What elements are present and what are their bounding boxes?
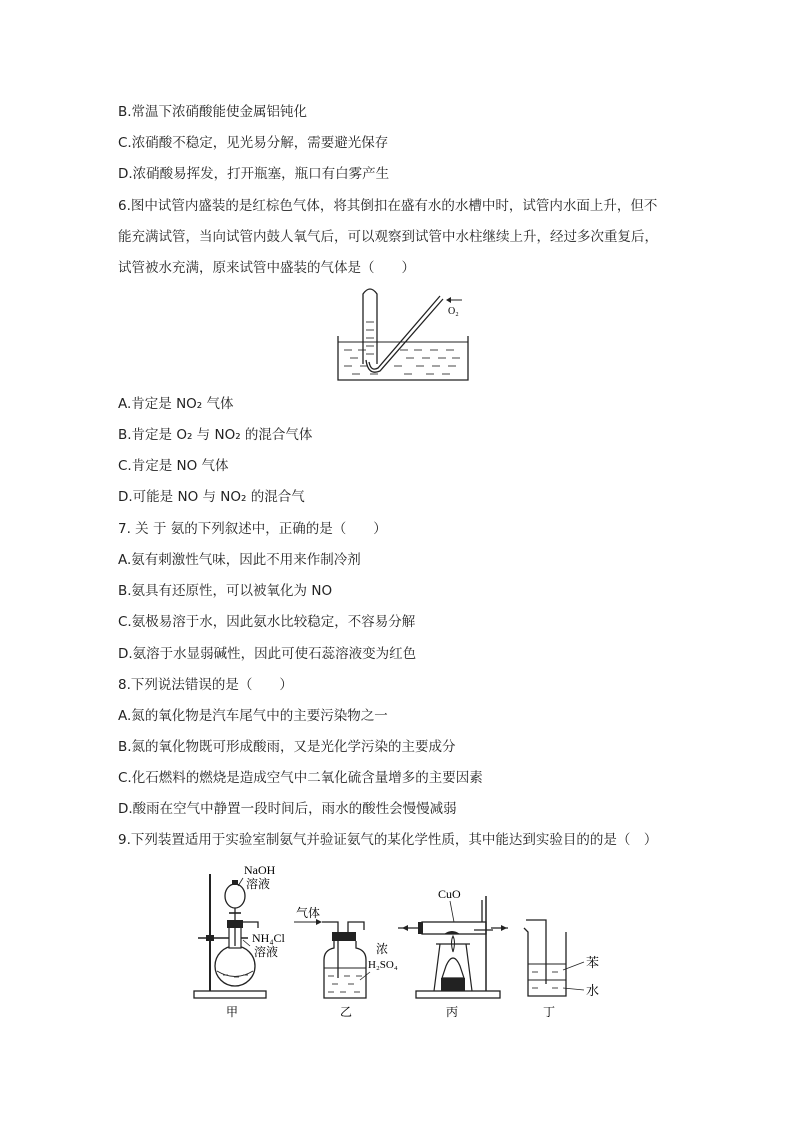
label-nh4cl-solution: 溶液 [254, 945, 279, 959]
q6-test-tube-figure [330, 284, 490, 384]
label-water: 水 [586, 983, 600, 998]
water-dashes [344, 350, 460, 374]
q7-option-d: D.氨溶于水显弱碱性，因此可使石蕊溶液变为红色 [118, 646, 417, 662]
q8-option-b: B.氮的氧化物既可形成酸雨，又是光化学污染的主要成分 [118, 739, 456, 755]
q7-option-b: B.氨具有还原性，可以被氧化为 NO [118, 583, 333, 599]
label-cuo: CuO [438, 887, 461, 901]
q7-option-c: C.氨极易溶于水，因此氨水比较稳定，不容易分解 [118, 614, 416, 630]
q7-option-a: A.氨有刺激性气味，因此不用来作制冷剂 [118, 552, 361, 568]
q9-apparatus-figure [188, 856, 612, 1022]
label-benzene: 苯 [586, 955, 600, 970]
q7-stem: 7. 关 于 氨的下列叙述中，正确的是（ ） [118, 521, 387, 537]
q6-option-d: D.可能是 NO 与 NO₂ 的混合气 [118, 489, 305, 505]
apparatus-bing [398, 887, 508, 1019]
apparatus-yi [294, 905, 398, 1019]
q6-option-a: A.肯定是 NO₂ 气体 [118, 396, 234, 412]
q6-stem-line3: 试管被水充满，原来试管中盛装的气体是（ ） [118, 260, 415, 276]
label-h2so4: H₂SO₄ [368, 959, 398, 971]
label-ding: 丁 [543, 1005, 556, 1019]
label-bing: 丙 [446, 1005, 459, 1019]
q8-stem: 8.下列说法错误的是（ ） [118, 677, 293, 693]
q5-option-c: C.浓硝酸不稳定，见光易分解，需要避光保存 [118, 135, 389, 151]
label-naoh-solution: 溶液 [246, 877, 271, 891]
tube-water-dashes [366, 322, 374, 354]
q8-option-d: D.酸雨在空气中静置一段时间后，雨水的酸性会慢慢减弱 [118, 801, 457, 817]
q6-option-c: C.肯定是 NO 气体 [118, 458, 229, 474]
label-jia: 甲 [226, 1005, 239, 1019]
label-naoh: NaOH [244, 863, 276, 877]
q9-stem: 9.下列装置适用于实验室制氨气并验证氨气的某化学性质，其中能达到实验目的的是（ ） [118, 832, 658, 848]
q8-option-a: A.氮的氧化物是汽车尾气中的主要污染物之一 [118, 708, 388, 724]
q6-stem-line1: 6.图中试管内盛装的是红棕色气体，将其倒扣在盛有水的水槽中时，试管内水面上升，但不 [118, 198, 658, 214]
test-tube [363, 289, 377, 364]
q8-option-c: C.化石燃料的燃烧是造成空气中二氧化硫含量增多的主要因素 [118, 770, 483, 786]
o2-label: O₂ [448, 306, 459, 317]
q6-option-b: B.肯定是 O₂ 与 NO₂ 的混合气体 [118, 427, 313, 443]
label-yi: 乙 [340, 1005, 353, 1019]
apparatus-ding [524, 920, 599, 1019]
label-nh4cl: NH₄Cl [252, 931, 285, 945]
o2-arrowhead [446, 297, 451, 303]
q5-option-d: D.浓硝酸易挥发，打开瓶塞，瓶口有白雾产生 [118, 166, 390, 182]
label-concentrated: 浓 [376, 942, 389, 956]
apparatus-jia [194, 863, 286, 1019]
q5-option-b: B.常温下浓硝酸能使金属铝钝化 [118, 104, 308, 120]
q6-stem-line2: 能充满试管，当向试管内鼓人氧气后，可以观察到试管中水柱继续上升，经过多次重复后， [118, 229, 658, 245]
label-gas: 气体 [296, 906, 321, 920]
